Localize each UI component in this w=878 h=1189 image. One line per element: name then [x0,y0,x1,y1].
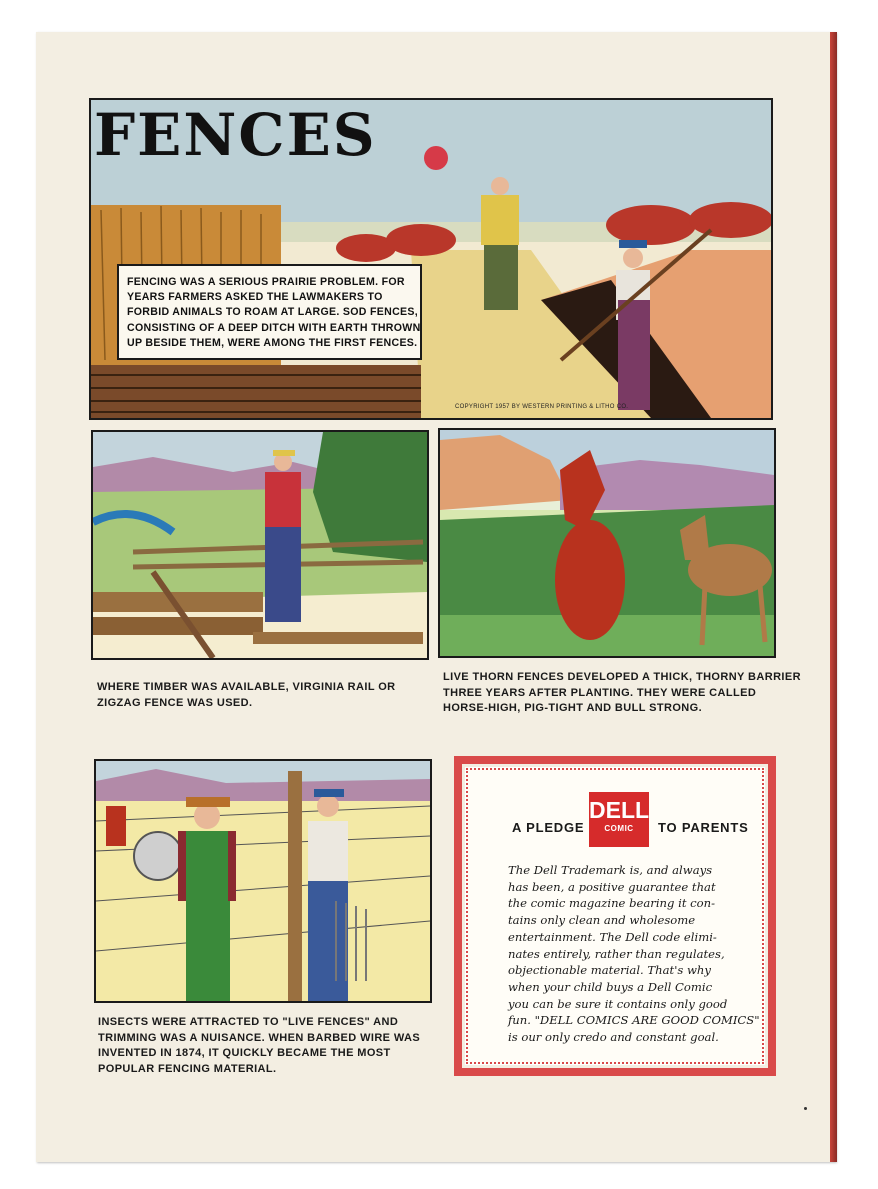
pledge-line: objectionable material. That's why [508,963,711,978]
pledge-line: the comic magazine bearing it con- [508,896,716,911]
intro-line: YEARS FARMERS ASKED THE LAWMAKERS TO [127,291,383,304]
pledge-line: when your child buys a Dell Comic [508,979,713,994]
pledge-line: entertainment. The Dell code elimi- [508,929,717,944]
thorn-fence-illustration [440,430,774,656]
caption-line: POPULAR FENCING MATERIAL. [98,1062,277,1075]
rail-fence-illustration [93,432,427,658]
intro-line: CONSISTING OF A DEEP DITCH WITH EARTH THROWN [127,321,421,334]
pledge-line: you can be sure it contains only good [508,996,728,1011]
intro-line: UP BESIDE THEM, WERE AMONG THE FIRST FENCES. [127,336,418,349]
intro-caption-box [117,264,422,360]
comic-logo-text: COMIC [604,824,634,833]
caption-line: HORSE-HIGH, PIG-TIGHT AND BULL STRONG. [443,702,703,714]
caption-line: ZIGZAG FENCE WAS USED. [97,696,253,709]
pledge-line: has been, a positive guarantee that [508,879,716,894]
caption-line: WHERE TIMBER WAS AVAILABLE, VIRGINIA RAIL OR [97,681,396,693]
cover-spine [830,32,837,1162]
caption-line: INVENTED IN 1874, IT QUICKLY BECAME THE MOST [98,1047,391,1059]
dell-logo-text: DELL [589,797,650,823]
pledge-heading-right: TO PARENTS [658,820,749,835]
panel-rail-fence [91,430,429,660]
caption-thorn [443,670,801,717]
page-title: FENCES [94,101,377,169]
caption-line: LIVE THORN FENCES DEVELOPED A THICK, THORNY BARRIER [443,671,801,683]
intro-line: FENCING WAS A SERIOUS PRAIRIE PROBLEM. FOR [127,276,405,288]
caption-line: THREE YEARS AFTER PLANTING. THEY WERE CALLED [443,686,757,699]
print-speck [804,1107,807,1110]
copyright-notice: COPYRIGHT 1957 BY WESTERN PRINTING & LITHO CO. [455,404,629,410]
dell-pledge-box [454,756,776,1076]
pledge-line: tains only clean and wholesome [508,913,696,928]
pledge-line: nates entirely, rather than regulates, [508,946,725,961]
caption-line: TRIMMING WAS A NUISANCE. WHEN BARBED WIRE WAS [98,1031,421,1044]
pledge-line: is our only credo and constant goal. [508,1030,719,1045]
caption-timber [97,680,396,711]
pledge-body [508,862,760,1046]
dell-comic-logo [589,792,649,847]
pledge-heading-left: A PLEDGE [512,820,585,835]
panel-thorn-fence [438,428,776,658]
barbed-wire-illustration [96,761,430,1001]
caption-line: INSECTS WERE ATTRACTED TO "LIVE FENCES" AND [98,1016,399,1028]
intro-line: FORBID ANIMALS TO ROAM AT LARGE. SOD FENCES, [127,306,418,319]
caption-barbed [98,1015,420,1077]
pledge-line: The Dell Trademark is, and always [508,863,713,877]
panel-barbed-wire [94,759,432,1003]
pledge-inner-frame [466,768,764,1064]
pledge-line: fun. "DELL COMICS ARE GOOD COMICS" [508,1013,760,1028]
